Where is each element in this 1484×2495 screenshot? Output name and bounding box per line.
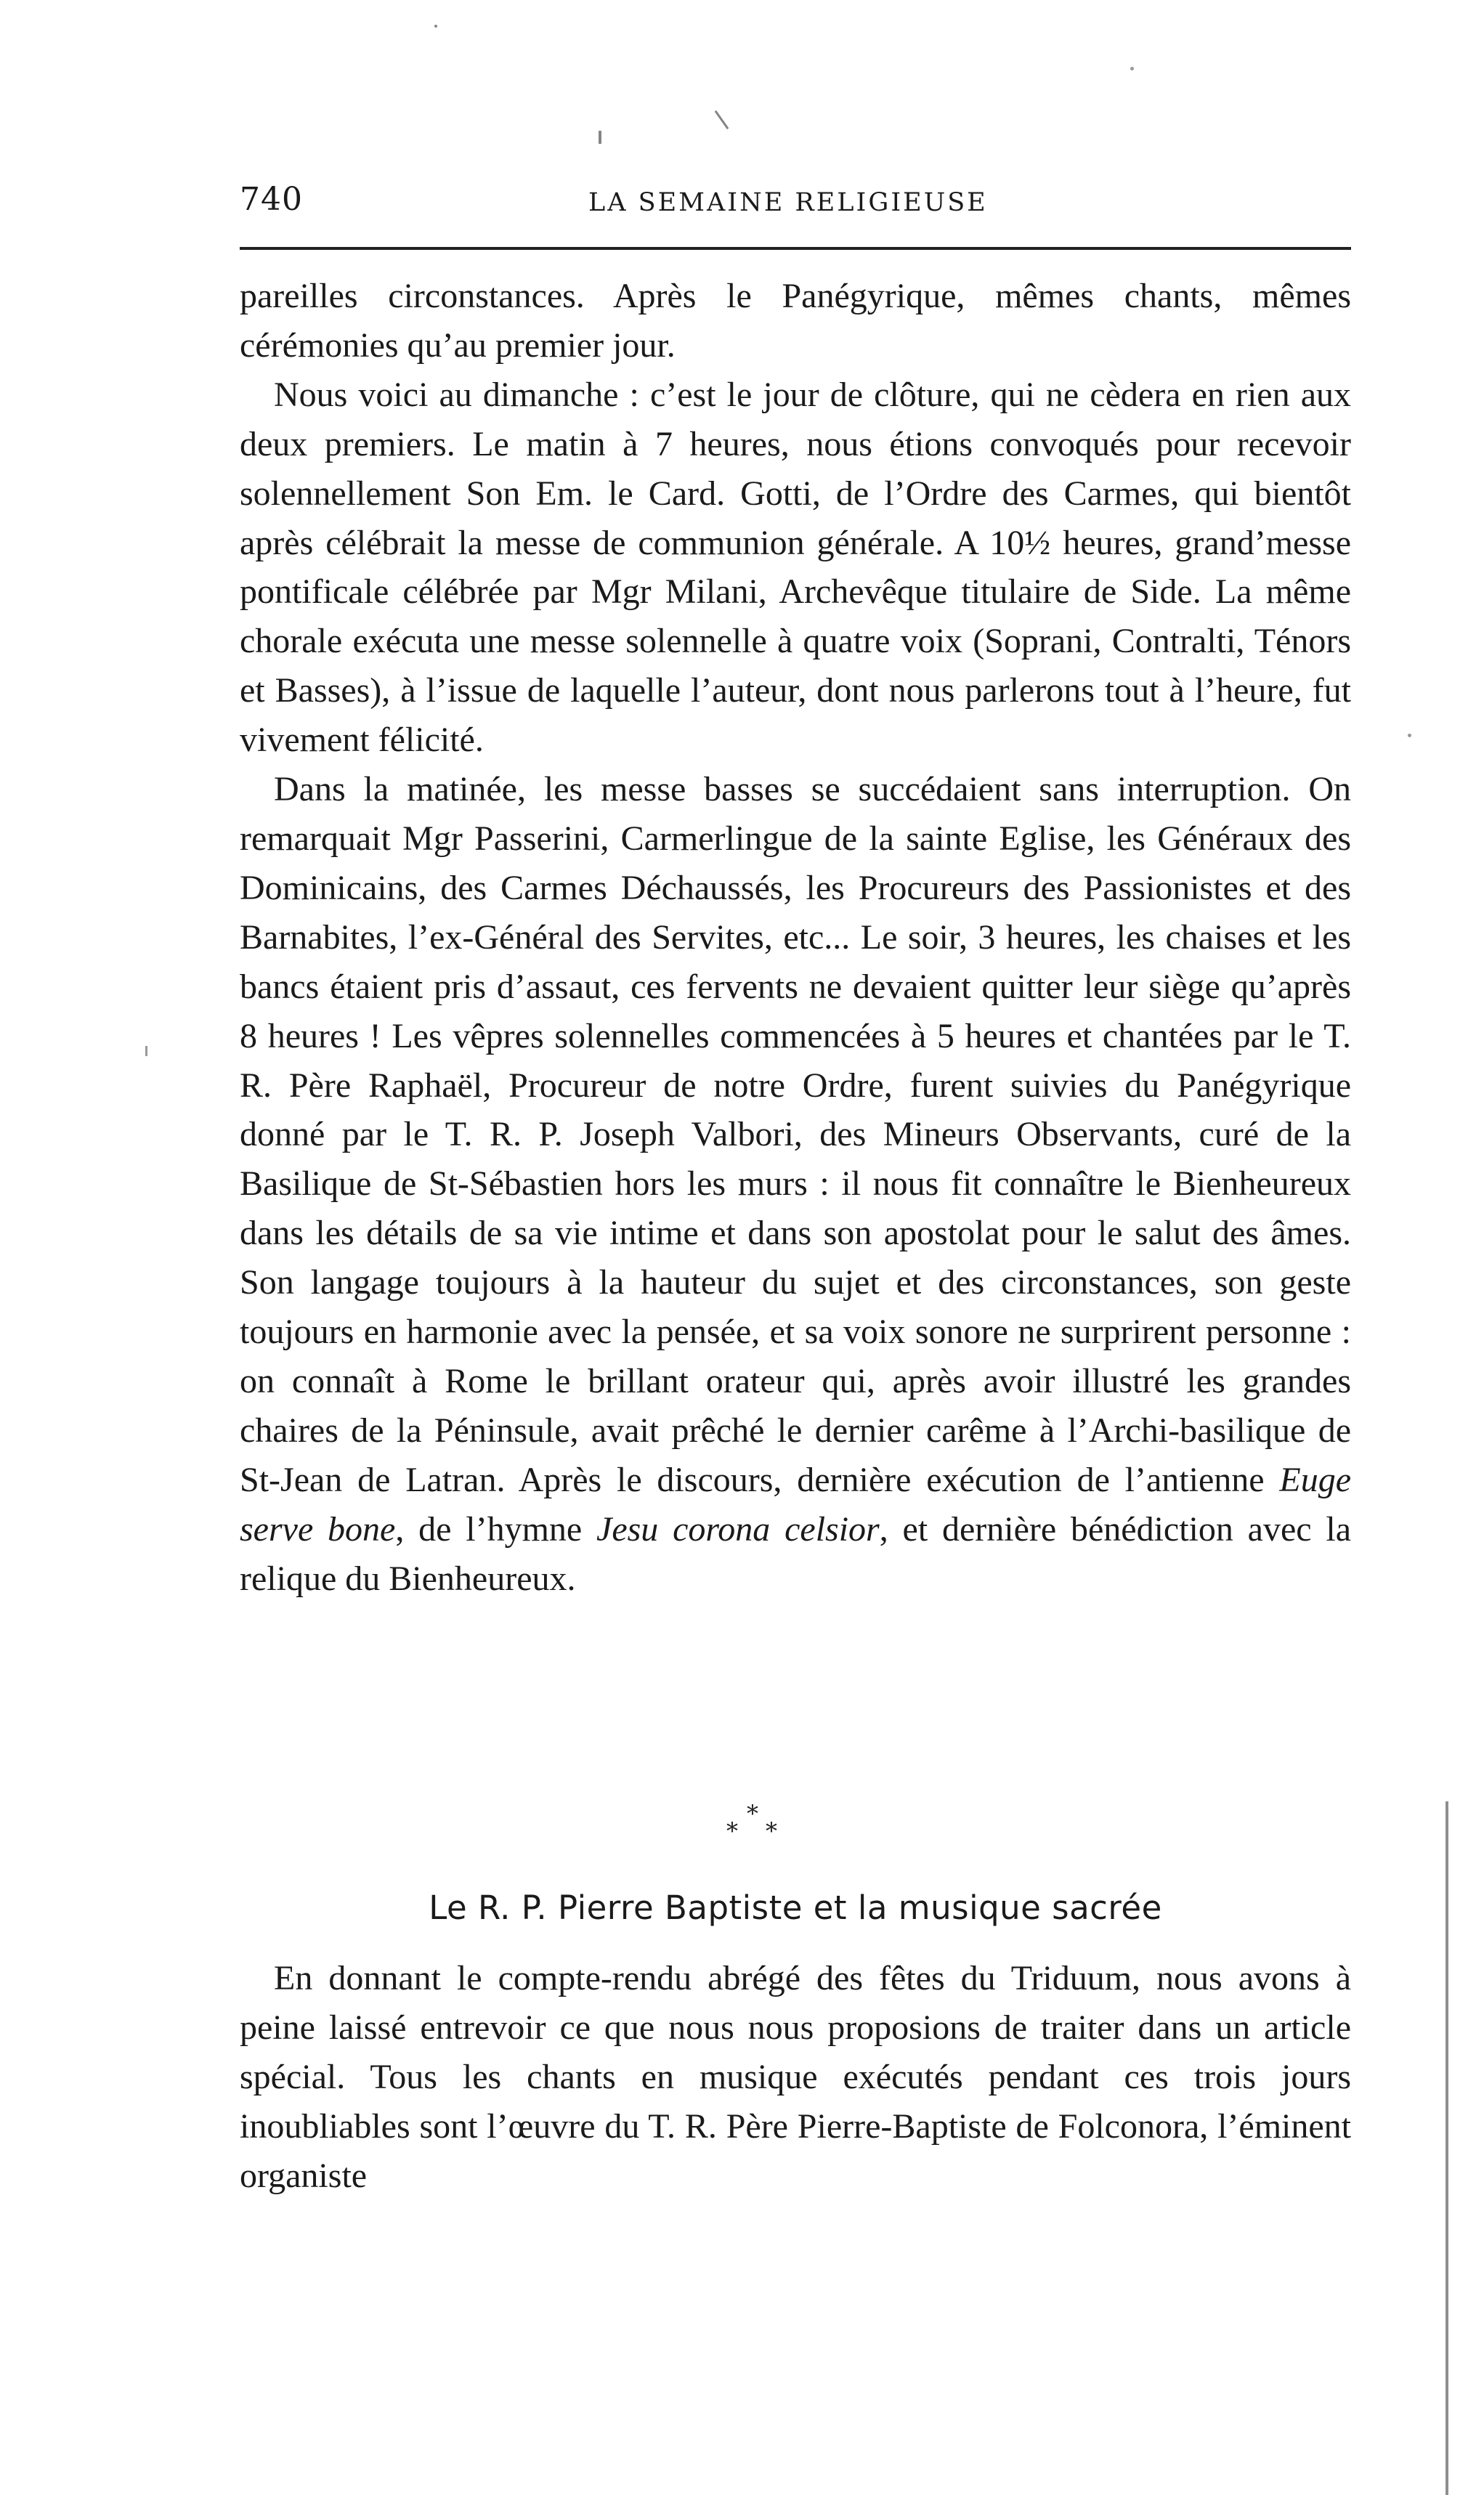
header-rule: [240, 247, 1351, 250]
section-heading: Le R. P. Pierre Baptiste et la musique sacrée: [429, 1889, 1162, 1927]
section-paragraph: En donnant le compte-rendu abrégé des fêtes du Triduum, nous avons à peine laissé entrevoir ce que nous nous proposions de traiter dans un article spécial. Tous les chants en musique exécutés pendant ces trois jours inoubliables sont l’œuvre du T. R. Père Pierre-Baptiste de Folconora, l’éminent organiste: [240, 1959, 1351, 2195]
main-text: [240, 272, 1351, 1603]
connector-text: , de l’hymne: [395, 1509, 583, 1549]
scan-speck: [1130, 67, 1134, 70]
running-title: LA SEMAINE RELIGIEUSE: [588, 188, 988, 217]
scan-speck: [715, 110, 729, 129]
asterism-star-left: *: [726, 1817, 738, 1845]
paragraph-morning-text: Dans la matinée, les messe basses se succédaient sans interruption. On remarquait Mgr Passerini, Carmerlingue de la sainte Eglise, les Généraux des Dominicains, des Carmes Déchaussés, les Procureurs des Passionistes et des Barnabites, l’ex-Général des Servites, etc... Le soir, 3 heures, les chaises et les bancs étaient pris d’assaut, ces fervents ne devaient quitter leur siège qu’après 8 heures ! Les vêpres solennelles commencées à 5 heures et chantées par le T. R. Père Raphaël, Procureur de notre Ordre, furent suivies du Panégyrique donné par le T. R. P. Joseph Valbori, des Mineurs Observants, curé de la Basilique de St-Sébastien hors les murs : il nous fit connaître le Bienheureux dans les détails de sa vie intime et dans son apostolat pour le salut des âmes. Son langage toujours à la hauteur du sujet et des circonstances, son geste toujours en harmonie avec la pensée, et sa voix sonore ne surprirent personne : on connaît à Rome le brillant orateur qui, après avoir illustré les grandes chaires de la Péninsule, avait prêché le dernier carême à l’Archi-basilique de St-Jean de Latran. Après le discours, dernière exécution de l’antienne: [240, 770, 1351, 1499]
paragraph-morning: [240, 765, 1351, 1603]
scan-speck: [145, 1046, 147, 1056]
running-head: [240, 178, 1351, 229]
asterism-star-top: *: [747, 1800, 758, 1827]
scan-speck: [1408, 734, 1411, 737]
section-text: [240, 1954, 1351, 2201]
asterism-star-right: *: [766, 1817, 777, 1845]
latin-antiphon: Euge serve bone: [240, 1460, 1352, 1549]
scan-speck: [599, 131, 601, 144]
closing-text: , et dernière bénédiction avec la relique du Bienheureux.: [240, 1509, 1352, 1598]
page-number: 740: [240, 181, 303, 218]
scan-speck: [434, 25, 437, 28]
paragraph-sunday: Nous voici au dimanche : c’est le jour de clôture, qui ne cèdera en rien aux deux premiers. Le matin à 7 heures, nous étions convoqués pour recevoir solennellement Son Em. le Card. Gotti, de l’Ordre des Carmes, qui bientôt après célébrait la messe de communion générale. A 10½ heures, grand’messe pontificale célébrée par Mgr Milani, Archevêque titulaire de Side. La même chorale exécuta une messe solennelle à quatre voix (Soprani, Contralti, Ténors et Basses), à l’issue de laquelle l’auteur, dont nous parlerons tout à l’heure, fut vivement félicité.: [240, 375, 1351, 760]
asterism: [726, 1800, 806, 1858]
scan-margin-mark: [1446, 1801, 1448, 2495]
latin-hymn: Jesu corona celsior: [596, 1509, 880, 1549]
paragraph-continuation: pareilles circonstances. Après le Panégyrique, mêmes chants, mêmes cérémonies qu’au premier jour.: [240, 277, 1351, 365]
